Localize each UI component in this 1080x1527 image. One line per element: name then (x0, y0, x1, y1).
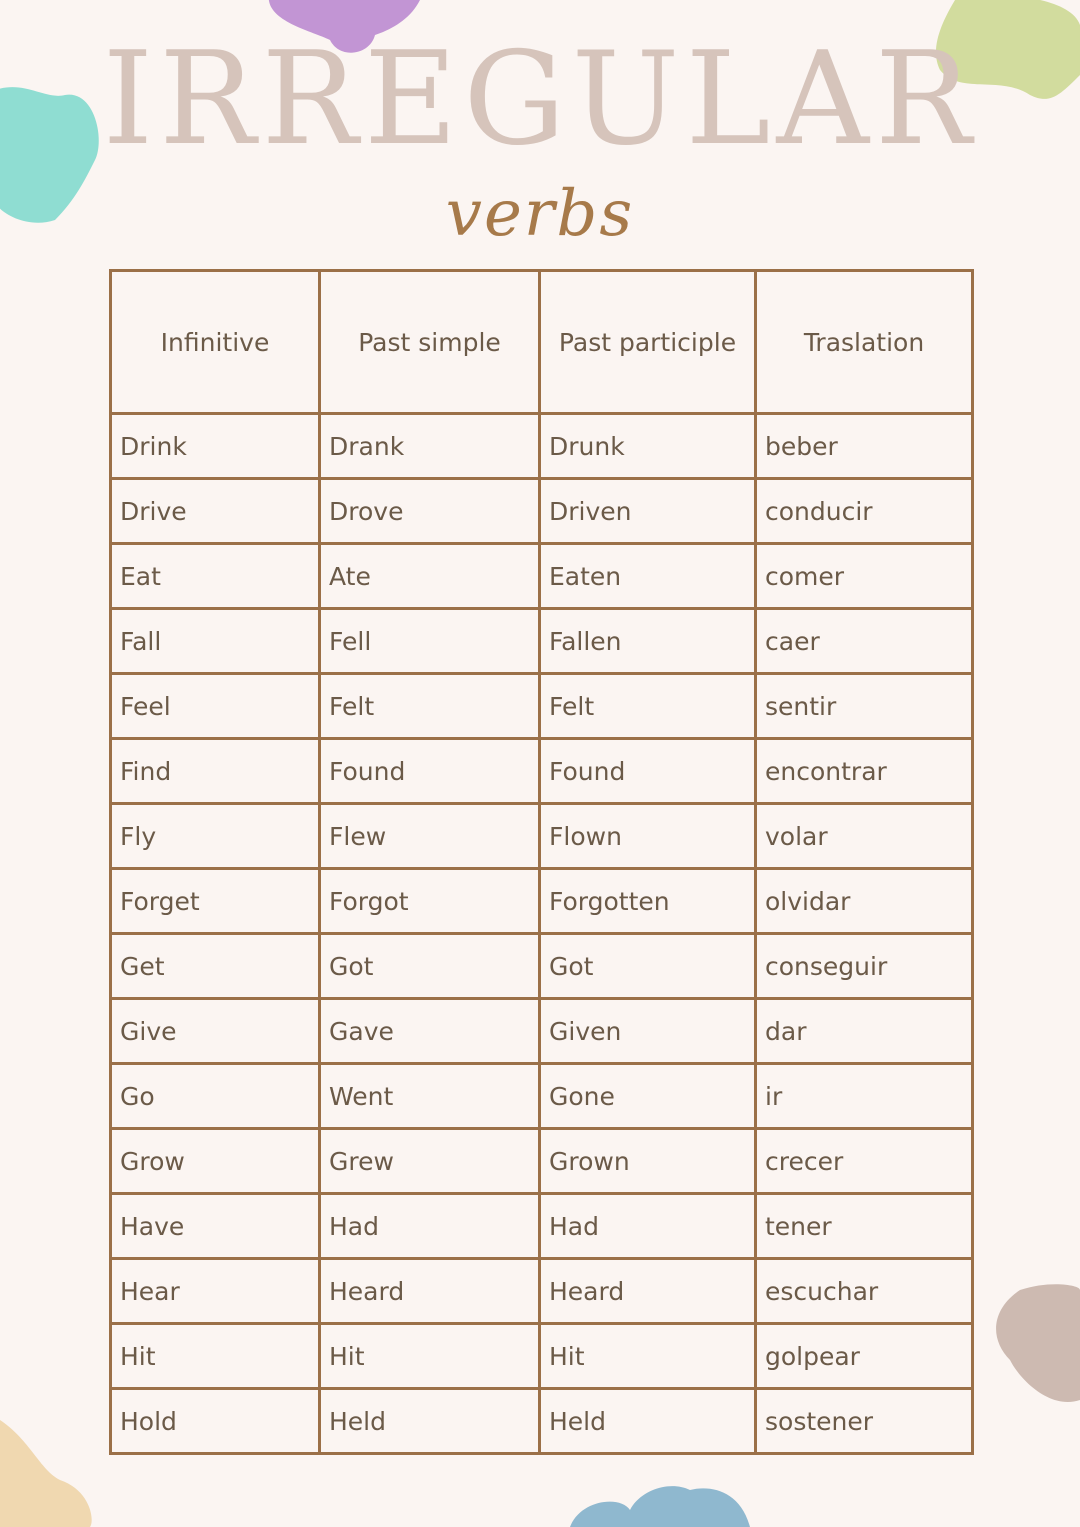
table-row (111, 414, 973, 479)
cell-infinitive: Forget (111, 869, 320, 934)
taupe-blob-decoration (990, 1280, 1080, 1410)
cell-translation: dar (756, 999, 973, 1064)
table-row (111, 804, 973, 869)
header-past-simple: Past simple (320, 271, 540, 414)
cell-past-simple: Fell (320, 609, 540, 674)
cell-past-simple: Gave (320, 999, 540, 1064)
cell-translation: golpear (756, 1324, 973, 1389)
cell-past-participle: Drunk (540, 414, 756, 479)
cell-translation: ir (756, 1064, 973, 1129)
table-header-row (111, 271, 973, 414)
cell-past-simple: Grew (320, 1129, 540, 1194)
cell-translation: olvidar (756, 869, 973, 934)
cell-translation: sentir (756, 674, 973, 739)
cell-infinitive: Drive (111, 479, 320, 544)
table-row (111, 479, 973, 544)
cell-past-participle: Had (540, 1194, 756, 1259)
cell-infinitive: Have (111, 1194, 320, 1259)
cell-past-participle: Held (540, 1389, 756, 1454)
cell-infinitive: Grow (111, 1129, 320, 1194)
peach-blob-decoration (0, 1420, 95, 1527)
cell-past-simple: Had (320, 1194, 540, 1259)
cell-translation: beber (756, 414, 973, 479)
cell-past-simple: Forgot (320, 869, 540, 934)
table-row (111, 1259, 973, 1324)
cell-past-participle: Hit (540, 1324, 756, 1389)
cell-translation: conducir (756, 479, 973, 544)
table-row (111, 1324, 973, 1389)
page-title: IRREGULAR (102, 25, 978, 174)
table-row (111, 1064, 973, 1129)
cell-infinitive: Eat (111, 544, 320, 609)
cell-past-simple: Found (320, 739, 540, 804)
cell-past-participle: Given (540, 999, 756, 1064)
cell-past-simple: Ate (320, 544, 540, 609)
cell-translation: volar (756, 804, 973, 869)
header-translation: Traslation (756, 271, 973, 414)
cell-past-participle: Grown (540, 1129, 756, 1194)
cell-translation: comer (756, 544, 973, 609)
cell-past-simple: Heard (320, 1259, 540, 1324)
cell-past-participle: Eaten (540, 544, 756, 609)
cell-infinitive: Find (111, 739, 320, 804)
cell-past-simple: Drove (320, 479, 540, 544)
cell-infinitive: Drink (111, 414, 320, 479)
cell-past-participle: Felt (540, 674, 756, 739)
blue-blob-decoration (570, 1480, 760, 1527)
cell-past-participle: Gone (540, 1064, 756, 1129)
cell-infinitive: Hold (111, 1389, 320, 1454)
cell-infinitive: Give (111, 999, 320, 1064)
cell-infinitive: Hear (111, 1259, 320, 1324)
cell-past-simple: Drank (320, 414, 540, 479)
cell-infinitive: Get (111, 934, 320, 999)
cell-translation: encontrar (756, 739, 973, 804)
cell-past-simple: Hit (320, 1324, 540, 1389)
cell-past-simple: Held (320, 1389, 540, 1454)
cell-past-simple: Went (320, 1064, 540, 1129)
cell-past-simple: Got (320, 934, 540, 999)
table-row (111, 1129, 973, 1194)
cell-past-simple: Felt (320, 674, 540, 739)
header-infinitive: Infinitive (111, 271, 320, 414)
cell-translation: crecer (756, 1129, 973, 1194)
cell-past-participle: Got (540, 934, 756, 999)
table-row (111, 999, 973, 1064)
cell-infinitive: Go (111, 1064, 320, 1129)
table-row (111, 869, 973, 934)
page-subtitle: verbs (445, 177, 635, 251)
table-row (111, 674, 973, 739)
table-row (111, 609, 973, 674)
cell-infinitive: Feel (111, 674, 320, 739)
cell-infinitive: Fly (111, 804, 320, 869)
cell-translation: tener (756, 1194, 973, 1259)
cell-past-participle: Forgotten (540, 869, 756, 934)
cell-past-participle: Found (540, 739, 756, 804)
cell-past-participle: Fallen (540, 609, 756, 674)
cell-infinitive: Fall (111, 609, 320, 674)
cell-translation: sostener (756, 1389, 973, 1454)
cell-translation: caer (756, 609, 973, 674)
table-row (111, 1389, 973, 1454)
cell-translation: conseguir (756, 934, 973, 999)
table-row (111, 934, 973, 999)
table-row (111, 1194, 973, 1259)
header-past-participle: Past participle (540, 271, 756, 414)
table-row (111, 739, 973, 804)
cell-past-participle: Heard (540, 1259, 756, 1324)
cell-past-participle: Driven (540, 479, 756, 544)
cell-translation: escuchar (756, 1259, 973, 1324)
cell-infinitive: Hit (111, 1324, 320, 1389)
cell-past-participle: Flown (540, 804, 756, 869)
irregular-verbs-table (109, 269, 974, 1455)
table-row (111, 544, 973, 609)
cell-past-simple: Flew (320, 804, 540, 869)
